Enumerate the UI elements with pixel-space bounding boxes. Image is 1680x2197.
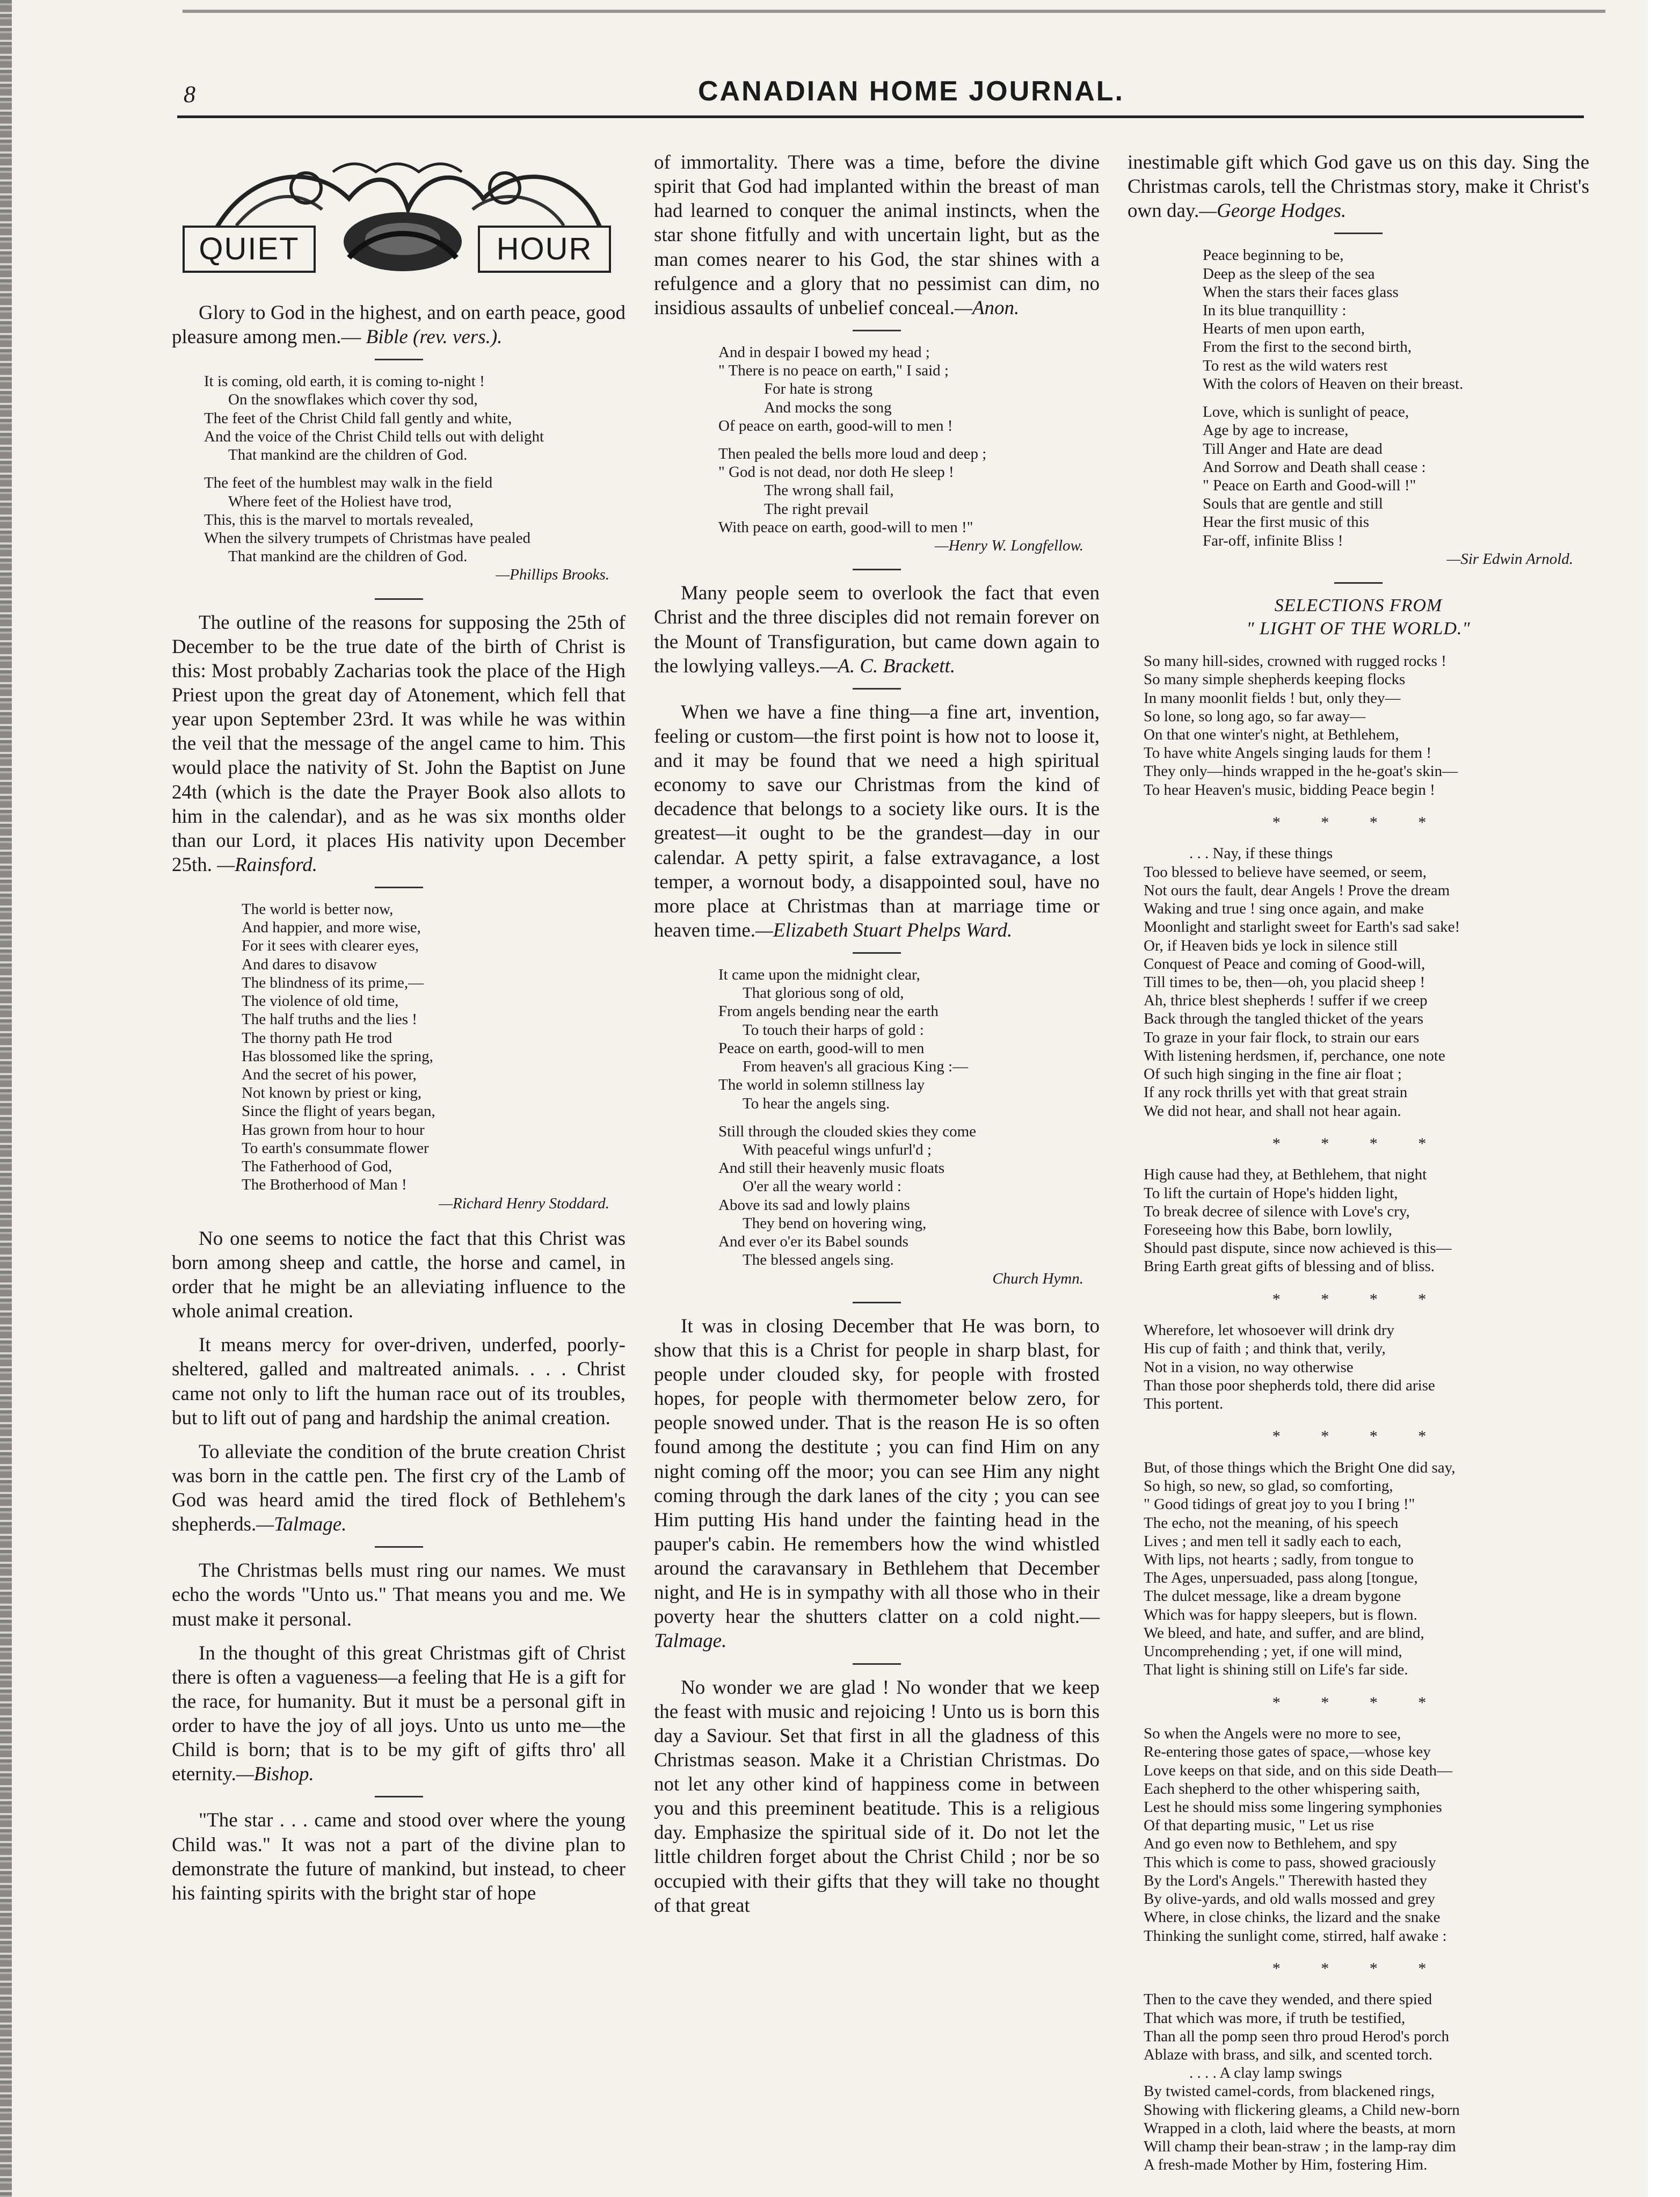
paragraph: To alleviate the condition of the brute creation Christ was born in the cattle pen. The first cry of the Lamb of God was heard amid the tired flock of Bethlehem's shepherds.—Talmage.	[172, 1440, 626, 1536]
separator	[853, 330, 901, 331]
poem-selection: Then to the cave they wended, and there spied That which was more, if truth be testified, Than all the pomp seen thro proud Herod's porch Ablaze with brass, and silk, and scented torch. . . . . A clay lamp swings By twisted camel-cords, from blackened rings, Showing with flickering gleams, a Child new-born Wrapped in a cloth, laid where the beasts, at morn Will champ their bean-straw ; in the lamp-ray dim A fresh-made Mother by Him, fostering Him.	[1144, 1991, 1460, 2174]
poem: And in despair I bowed my head ; " There is no peace on earth," I said ; For hate is strong And mocks the song Of peace on earth, good-will to men ! Then pealed the bells more loud and deep ; " God is not dead, nor doth He sleep ! The wrong shall fail, The right prevail With peace on earth, good-will to men !" —Henry W. Longfellow.	[718, 343, 1100, 555]
section-break: * * * *	[1272, 1134, 1445, 1152]
separator	[375, 359, 423, 360]
separator	[375, 598, 423, 600]
top-rule	[183, 10, 1605, 13]
separator	[853, 952, 901, 954]
poem-attribution: —Henry W. Longfellow.	[934, 537, 1083, 555]
section-break: * * * *	[1272, 1290, 1445, 1308]
separator	[853, 688, 901, 690]
journal-title: CANADIAN HOME JOURNAL.	[698, 76, 1124, 107]
page-number: 8	[184, 81, 195, 107]
scan-margin-right	[1648, 0, 1680, 2197]
column-1	[172, 150, 626, 1915]
separator	[375, 1796, 423, 1797]
paragraph: Many people seem to overlook the fact that even Christ and the three disciples did not remain forever on the Mount of Transfiguration, but came down again to the lowlying valleys.—A. C. Brackett.	[654, 582, 1100, 677]
section-break: * * * *	[1272, 1693, 1445, 1712]
poem: It is coming, old earth, it is coming to-night ! On the snowflakes which cover thy sod, The feet of the Christ Child fall gently and white, And the voice of the Christ Child tells out with delight That mankind are the children of God. The feet of the humblest may walk in the field Where feet of the Holiest have trod, This, this is the marvel to mortals revealed, When the silvery trumpets of Christmas have pealed That mankind are the children of God. —Phillips Brooks.	[204, 372, 626, 584]
separator	[1334, 233, 1383, 234]
section-break: * * * *	[1272, 813, 1445, 831]
paragraph: inestimable gift which God gave us on this day. Sing the Christmas carols, tell the Christmas story, make it Christ's own day.—George Hodges.	[1128, 151, 1589, 222]
poem-selection: High cause had they, at Bethlehem, that night To lift the curtain of Hope's hidden light, To break decree of silence with Love's cry, Foreseeing how this Babe, born lowlily, Should past dispute, since now achieved is this— Bring Earth great gifts of blessing and of bliss.	[1144, 1166, 1452, 1275]
section-title: SELECTIONS FROM	[1274, 596, 1443, 616]
separator	[853, 569, 901, 570]
poem: Peace beginning to be, Deep as the sleep of the sea When the stars their faces glass In its blue tranquillity : Hearts of men upon earth, From the first to the second birth, To rest as the wild waters rest With the colors of Heaven on their breast. Love, which is sunlight of peace, Age by age to increase, Till Anger and Hate are dead And Sorrow and Death shall cease : " Peace on Earth and Good-will !" Souls that are gentle and still Hear the first music of this Far-off, infinite Bliss ! —Sir Edwin Arnold.	[1203, 246, 1589, 568]
poem-selection: But, of those things which the Bright One did say, So high, so new, so glad, so comforting, " Good tidings of great joy to you I bring !" The echo, not the meaning, of his speech Lives ; and men tell it sadly each to each, With lips, not hearts ; sadly, from tongue to The Ages, unpersuaded, pass along [tongue, The dulcet message, like a dream bygone Which was for happy sleepers, but is flown. We bleed, and hate, and suffer, and are blind, Uncomprehending ; yet, if one will mind, That light is shining still on Life's far side.	[1144, 1459, 1456, 1679]
section-break: * * * *	[1272, 1427, 1445, 1446]
section-break: * * * *	[1272, 1959, 1445, 1977]
scan-binding-edge	[0, 0, 12, 2197]
paragraph: of immortality. There was a time, before the divine spirit that God had implanted within the breast of man had learned to conquer the animal instincts, when the star shone fitfully and with uncertain light, but as the man comes nearer to his God, the star shines with a refulgence and a glory that no pessimist can dim, no insidious assaults of unbelief conceal.—Anon.	[654, 151, 1100, 319]
section-heading	[1128, 594, 1589, 640]
heading-quiet: QUIET	[183, 226, 316, 273]
paragraph: No one seems to notice the fact that this Christ was born among sheep and cattle, the horse and camel, in order that he might be an alleviating influence to the whole animal creation.	[172, 1227, 626, 1323]
poem-selection: So when the Angels were no more to see, Re-entering those gates of space,—whose key Love keeps on that side, and on this side Death— Each shepherd to the other whispering saith, Lest he should miss some lingering symphonies Of that departing music, " Let us rise And go even now to Bethlehem, and spy This which is come to pass, showed graciously By the Lord's Angels." Therewith hasted they By olive-yards, and old walls mossed and grey Where, in close chinks, the lizard and the snake Thinking the sunlight come, stirred, half awake :	[1144, 1725, 1453, 1945]
paragraph: Glory to God in the highest, and on earth peace, good pleasure among men.— Bible (rev. vers.).	[172, 302, 626, 349]
paragraph: In the thought of this great Christmas gift of Christ there is often a vagueness—a feeling that He is a gift for the race, for humanity. But it must be a personal gift in order to have the joy of all joys. Unto us unto me—the Child is born; that is to be my gift of gifts thro' all eternity.—Bishop.	[172, 1642, 626, 1786]
separator	[375, 1546, 423, 1548]
heading-hour: HOUR	[478, 226, 611, 273]
separator	[375, 887, 423, 888]
paragraph: It means mercy for over-driven, underfed, poorly-sheltered, galled and maltreated animals. . . . Christ came not only to lift the human race out of its troubles, but to lift out of pang and hardship the animal creation.	[172, 1334, 626, 1429]
quiet-hour-heading	[172, 150, 626, 290]
poem-attribution: Church Hymn.	[992, 1270, 1083, 1287]
poem-attribution: —Sir Edwin Arnold.	[1446, 550, 1573, 568]
paragraph: "The star . . . came and stood over where the young Child was." It was not a part of the divine plan to demonstrate the future of mankind, but instead, to cheer his fainting spirits with the bright star of hope	[172, 1809, 626, 1904]
header-rule	[177, 115, 1584, 118]
poem: The world is better now, And happier, and more wise, For it sees with clearer eyes, And dares to disavow The blindness of its prime,— The violence of old time, The half truths and the lies ! The thorny path He trod Has blossomed like the spring, And the secret of his power, Not known by priest or king, Since the flight of years began, Has grown from hour to hour To earth's consummate flower The Fatherhood of God, The Brotherhood of Man ! —Richard Henry Stoddard.	[242, 900, 626, 1213]
paragraph: The Christmas bells must ring our names. We must echo the words "Unto us." That means you and me. We must make it personal.	[172, 1560, 626, 1630]
paragraph: When we have a fine thing—a fine art, invention, feeling or custom—the first point is how not to loose it, and it may be found that we need a high spiritual economy to save our Christmas from the kind of decadence that belongs to a society like ours. It is the greatest—it ought to be the grandest—day in our calendar. A petty spirit, a false extravagance, a lost temper, a wornout body, a disappointed soul, have no more place at Christmas than at marriage time or heaven time.—Elizabeth Stuart Phelps Ward.	[654, 701, 1100, 941]
paragraph: It was in closing December that He was born, to show that this is a Christ for people in sharp blast, for people under clouded sky, for people with frosted hopes, for people with thermometer below zero, for people snowed under. That is the reason He is so often found among the destitute ; you can find Him on any night coming off the moor; you can see Him any night coming through the dark lanes of the city ; you can see Him putting His hand under the fainting head in the pauper's cabin. He remembers how the wind whistled around the caravansary in Bethlehem that December night, and He is in sympathy with all those who in their poverty hear the shutters clatter on a cold night.— Talmage.	[654, 1315, 1100, 1652]
poem: It came upon the midnight clear, That glorious song of old, From angels bending near the earth To touch their harps of gold : Peace on earth, good-will to men From heaven's all gracious King :— The world in solemn stillness lay To hear the angels sing. Still through the clouded skies they come With peaceful wings unfurl'd ; And still their heavenly music floats O'er all the weary world : Above its sad and lowly plains They bend on hovering wing, And ever o'er its Babel sounds The blessed angels sing. Church Hymn.	[718, 966, 1100, 1288]
paragraph: The outline of the reasons for supposing the 25th of December to be the true date of the birth of Christ is this: Most probably Zacharias took the place of the High Priest upon the great day of Atonement, which fell that year upon September 23rd. It was while he was within the veil that the message of the angel came to him. This would place the nativity of St. John the Baptist on June 24th (which is the date the Prayer Book also allots to him in the calendar), and as he was six months older than our Lord, it places His nativity upon December 25th. —Rainsford.	[172, 611, 626, 876]
column-2	[654, 150, 1100, 1927]
poem-selection: Wherefore, let whosoever will drink dry His cup of faith ; and think that, verily, Not in a vision, no way otherwise Than those poor shepherds told, there did arise This portent.	[1144, 1322, 1435, 1413]
paragraph: No wonder we are glad ! No wonder that we keep the feast with music and rejoicing ! Unto us is born this day a Saviour. Set that first in all the gladness of this Christmas season. Make it a Christian Christmas. Do not let any other kind of happiness come in between you and this preeminent beatitude. This is a religious day. Emphasize the spiritual side of it. Do not let the little children forget about the Christ Child ; nor be so occupied with their gifts that they will take no thought of that great	[654, 1676, 1100, 1917]
column-3	[1128, 150, 1589, 2188]
separator	[853, 1663, 901, 1665]
poem-selection: . . . Nay, if these things Too blessed to believe have seemed, or seem, Not ours the fault, dear Angels ! Prove the dream Waking and true ! sing once again, and make Moonlight and starlight sweet for Earth's sad sake! Or, if Heaven bids ye lock in silence still Conquest of Peace and coming of Good-will, Till times to be, then—oh, you placid sheep ! Ah, thrice blest shepherds ! suffer if we creep Back through the tangled thicket of the years To graze in your fair flock, to strain our ears With listening herdsmen, if, perchance, one note Of such high singing in the fine air float ; If any rock thrills yet with that great strain We did not hear, and shall not hear again.	[1144, 845, 1460, 1120]
poem-attribution: —Phillips Brooks.	[496, 566, 609, 584]
separator	[1334, 582, 1383, 584]
poem-attribution: —Richard Henry Stoddard.	[439, 1194, 609, 1212]
poem-selection: So many hill-sides, crowned with rugged rocks ! So many simple shepherds keeping flocks In many moonlit fields ! but, only they— So lone, so long ago, so far away— On that one winter's night, at Bethlehem, To have white Angels singing lauds for them ! They only—hinds wrapped in the he-goat's skin— To hear Heaven's music, bidding Peace begin !	[1144, 652, 1458, 799]
separator	[853, 1302, 901, 1303]
section-subtitle: " LIGHT OF THE WORLD."	[1246, 618, 1471, 639]
